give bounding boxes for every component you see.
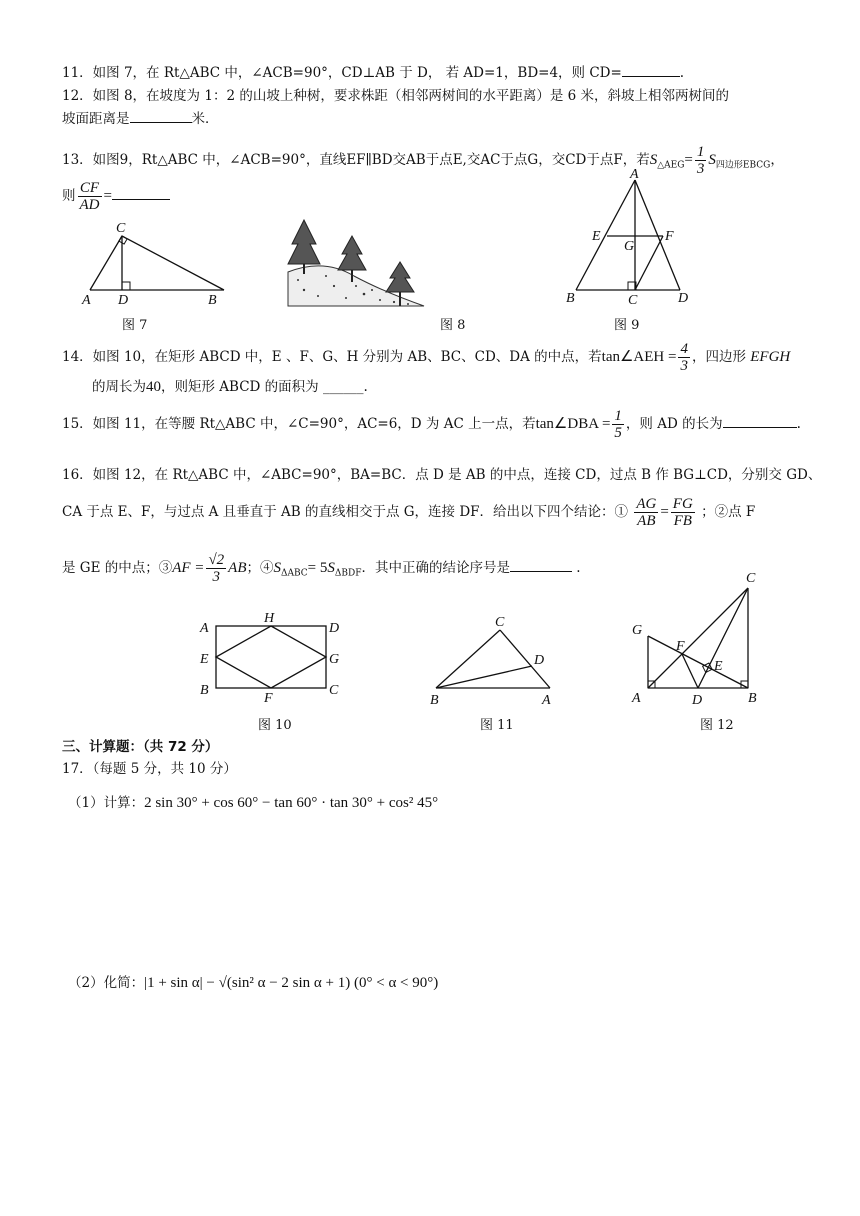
answer-blank[interactable] — [112, 187, 170, 200]
answer-blank[interactable] — [510, 559, 572, 572]
caption-fig11: 图 11 — [480, 718, 514, 733]
label-g: G — [329, 652, 340, 667]
question-17-part1: （1）计算：2 sin 30° + cos 60° − tan 60° · tan 30° + cos² 45° — [68, 795, 439, 811]
answer-blank[interactable]: ______. — [322, 379, 368, 395]
question-13-line1: 13．如图9，Rt△ABC 中，∠ACB=90°，直线EF∥BD交AB于点E,交AC于点G，交CD于点F，若$S_{\triangle AEG}=$ $\frac{1}{3}$ $S_{四边形EBCG}$， — [62, 144, 784, 177]
label-d: D — [118, 293, 129, 308]
fraction-sqrt2-3: $\frac{√2}{3}$ — [208, 552, 225, 585]
label-a: A — [82, 293, 91, 308]
label-e: E — [714, 659, 723, 674]
caption-fig7: 图 7 — [122, 318, 148, 333]
fraction-ag-ab: $\frac{AG}{AB}$ — [636, 496, 657, 529]
label-d: D — [534, 653, 545, 668]
label-d: D — [678, 291, 689, 306]
label-e: E — [200, 652, 209, 667]
caption-fig8: 图 8 — [440, 318, 466, 333]
figure-9 — [562, 168, 702, 308]
label-c: C — [495, 615, 505, 630]
label-f: F — [665, 229, 674, 244]
label-c: C — [329, 683, 339, 698]
label-b: B — [566, 291, 575, 306]
fraction-cf-ad: $\frac{CF}{AD}$ — [79, 180, 100, 213]
fraction: $\frac{4}{3}$ — [680, 341, 688, 374]
label-b: B — [200, 683, 209, 698]
question-12-line1: 12．如图 8，在坡度为 1：2 的山坡上种树，要求株距（相邻两树间的水平距离）是 6 米，斜坡上相邻两树间的 — [62, 88, 729, 104]
expression: |1 + sin α| − √(sin² α − 2 sin α + 1) (0° < α < 90°) — [144, 975, 439, 991]
question-14-line2: 的周长为40，则矩形 ABCD 的面积为 ______. — [92, 379, 368, 395]
label-c: C — [116, 221, 126, 236]
label-f: F — [676, 639, 685, 654]
answer-blank[interactable] — [723, 415, 797, 428]
expression: 2 sin 30° + cos 60° − tan 60° · tan 30° + cos² 45° — [144, 795, 439, 811]
question-15: 15．如图 11，在等腰 Rt△ABC 中，∠C=90°，AC=6，D 为 AC 上一点，若tan∠DBA = $\frac{1}{5}$ ，则 AD 的长为 . — [62, 408, 801, 441]
label-h: H — [264, 611, 275, 626]
question-12-line2: 坡面距离是 米． — [62, 111, 219, 127]
figure-8-hillside-trees — [284, 210, 444, 310]
answer-blank[interactable] — [130, 110, 192, 123]
label-a: A — [542, 693, 551, 708]
caption-fig10: 图 10 — [258, 718, 292, 733]
caption-fig9: 图 9 — [614, 318, 640, 333]
label-e: E — [592, 229, 601, 244]
question-16-line3: 是 GE 的中点；③AF = $\frac{√2}{3}$ AB；$④S_{\Delta ABC}= 5S_{\Delta BDF}$．其中正确的结论序号是 . — [62, 552, 581, 585]
question-11: 11．如图 7，在 Rt△ABC 中，∠ACB=90°，CD⊥AB 于 D， 若 AD=1，BD=4，则 CD= . — [62, 65, 685, 81]
fraction-fg-fb: $\frac{FG}{FB}$ — [672, 496, 693, 529]
label-g: G — [624, 239, 635, 254]
label-c: C — [746, 571, 756, 586]
question-14-line1: 14．如图 10，在矩形 ABCD 中，E 、F、G、H 分别为 AB、BC、CD、DA 的中点，若tan∠AEH = $\frac{4}{3}$ ，四边形 EFGH — [62, 341, 791, 374]
question-16-line1: 16．如图 12，在 Rt△ABC 中，∠ABC=90°，BA=BC．点 D 是 AB 的中点，连接 CD，过点 B 作 BG⊥CD，分别交 GD、 — [62, 467, 822, 483]
question-16-line2: CA 于点 E、F，与过点 A 且垂直于 AB 的直线相交于点 G，连接 DF．给出以下四个结论：① $\frac{AG}{AB}$ = $\frac{FG}{FB}$ ；②点 F — [62, 496, 756, 529]
label-d: D — [692, 693, 703, 708]
figure-11 — [424, 612, 574, 712]
figure-12 — [628, 568, 778, 708]
question-17-part2: （2）化简：|1 + sin α| − √(sin² α − 2 sin α + 1) (0° < α < 90°) — [68, 975, 439, 991]
label-a: A — [632, 691, 641, 706]
fraction: $\frac{1}{3}$ — [696, 144, 705, 177]
label-b: B — [208, 293, 217, 308]
caption-fig12: 图 12 — [700, 718, 734, 733]
q11-text: 11．如图 7，在 Rt△ABC 中，∠ACB=90°，CD⊥AB 于 D， 若 AD=1，BD=4，则 CD= — [62, 65, 622, 81]
section-title: 三、计算题：（共 72 分） — [62, 739, 219, 755]
label-a: A — [200, 621, 209, 636]
label-f: F — [264, 691, 273, 706]
label-b: B — [430, 693, 439, 708]
figure-7 — [80, 218, 240, 308]
label-c: C — [628, 293, 638, 308]
label-a: A — [630, 167, 639, 182]
fraction: $\frac{1}{5}$ — [614, 408, 622, 441]
label-d: D — [329, 621, 340, 636]
answer-blank[interactable] — [622, 64, 680, 77]
question-13-line2: 则 $\frac{CF}{AD}$ = — [62, 178, 170, 214]
question-17-title: 17．（每题 5 分，共 10 分） — [62, 761, 237, 777]
label-b: B — [748, 691, 757, 706]
figure-10 — [196, 608, 356, 708]
label-g: G — [632, 623, 643, 638]
